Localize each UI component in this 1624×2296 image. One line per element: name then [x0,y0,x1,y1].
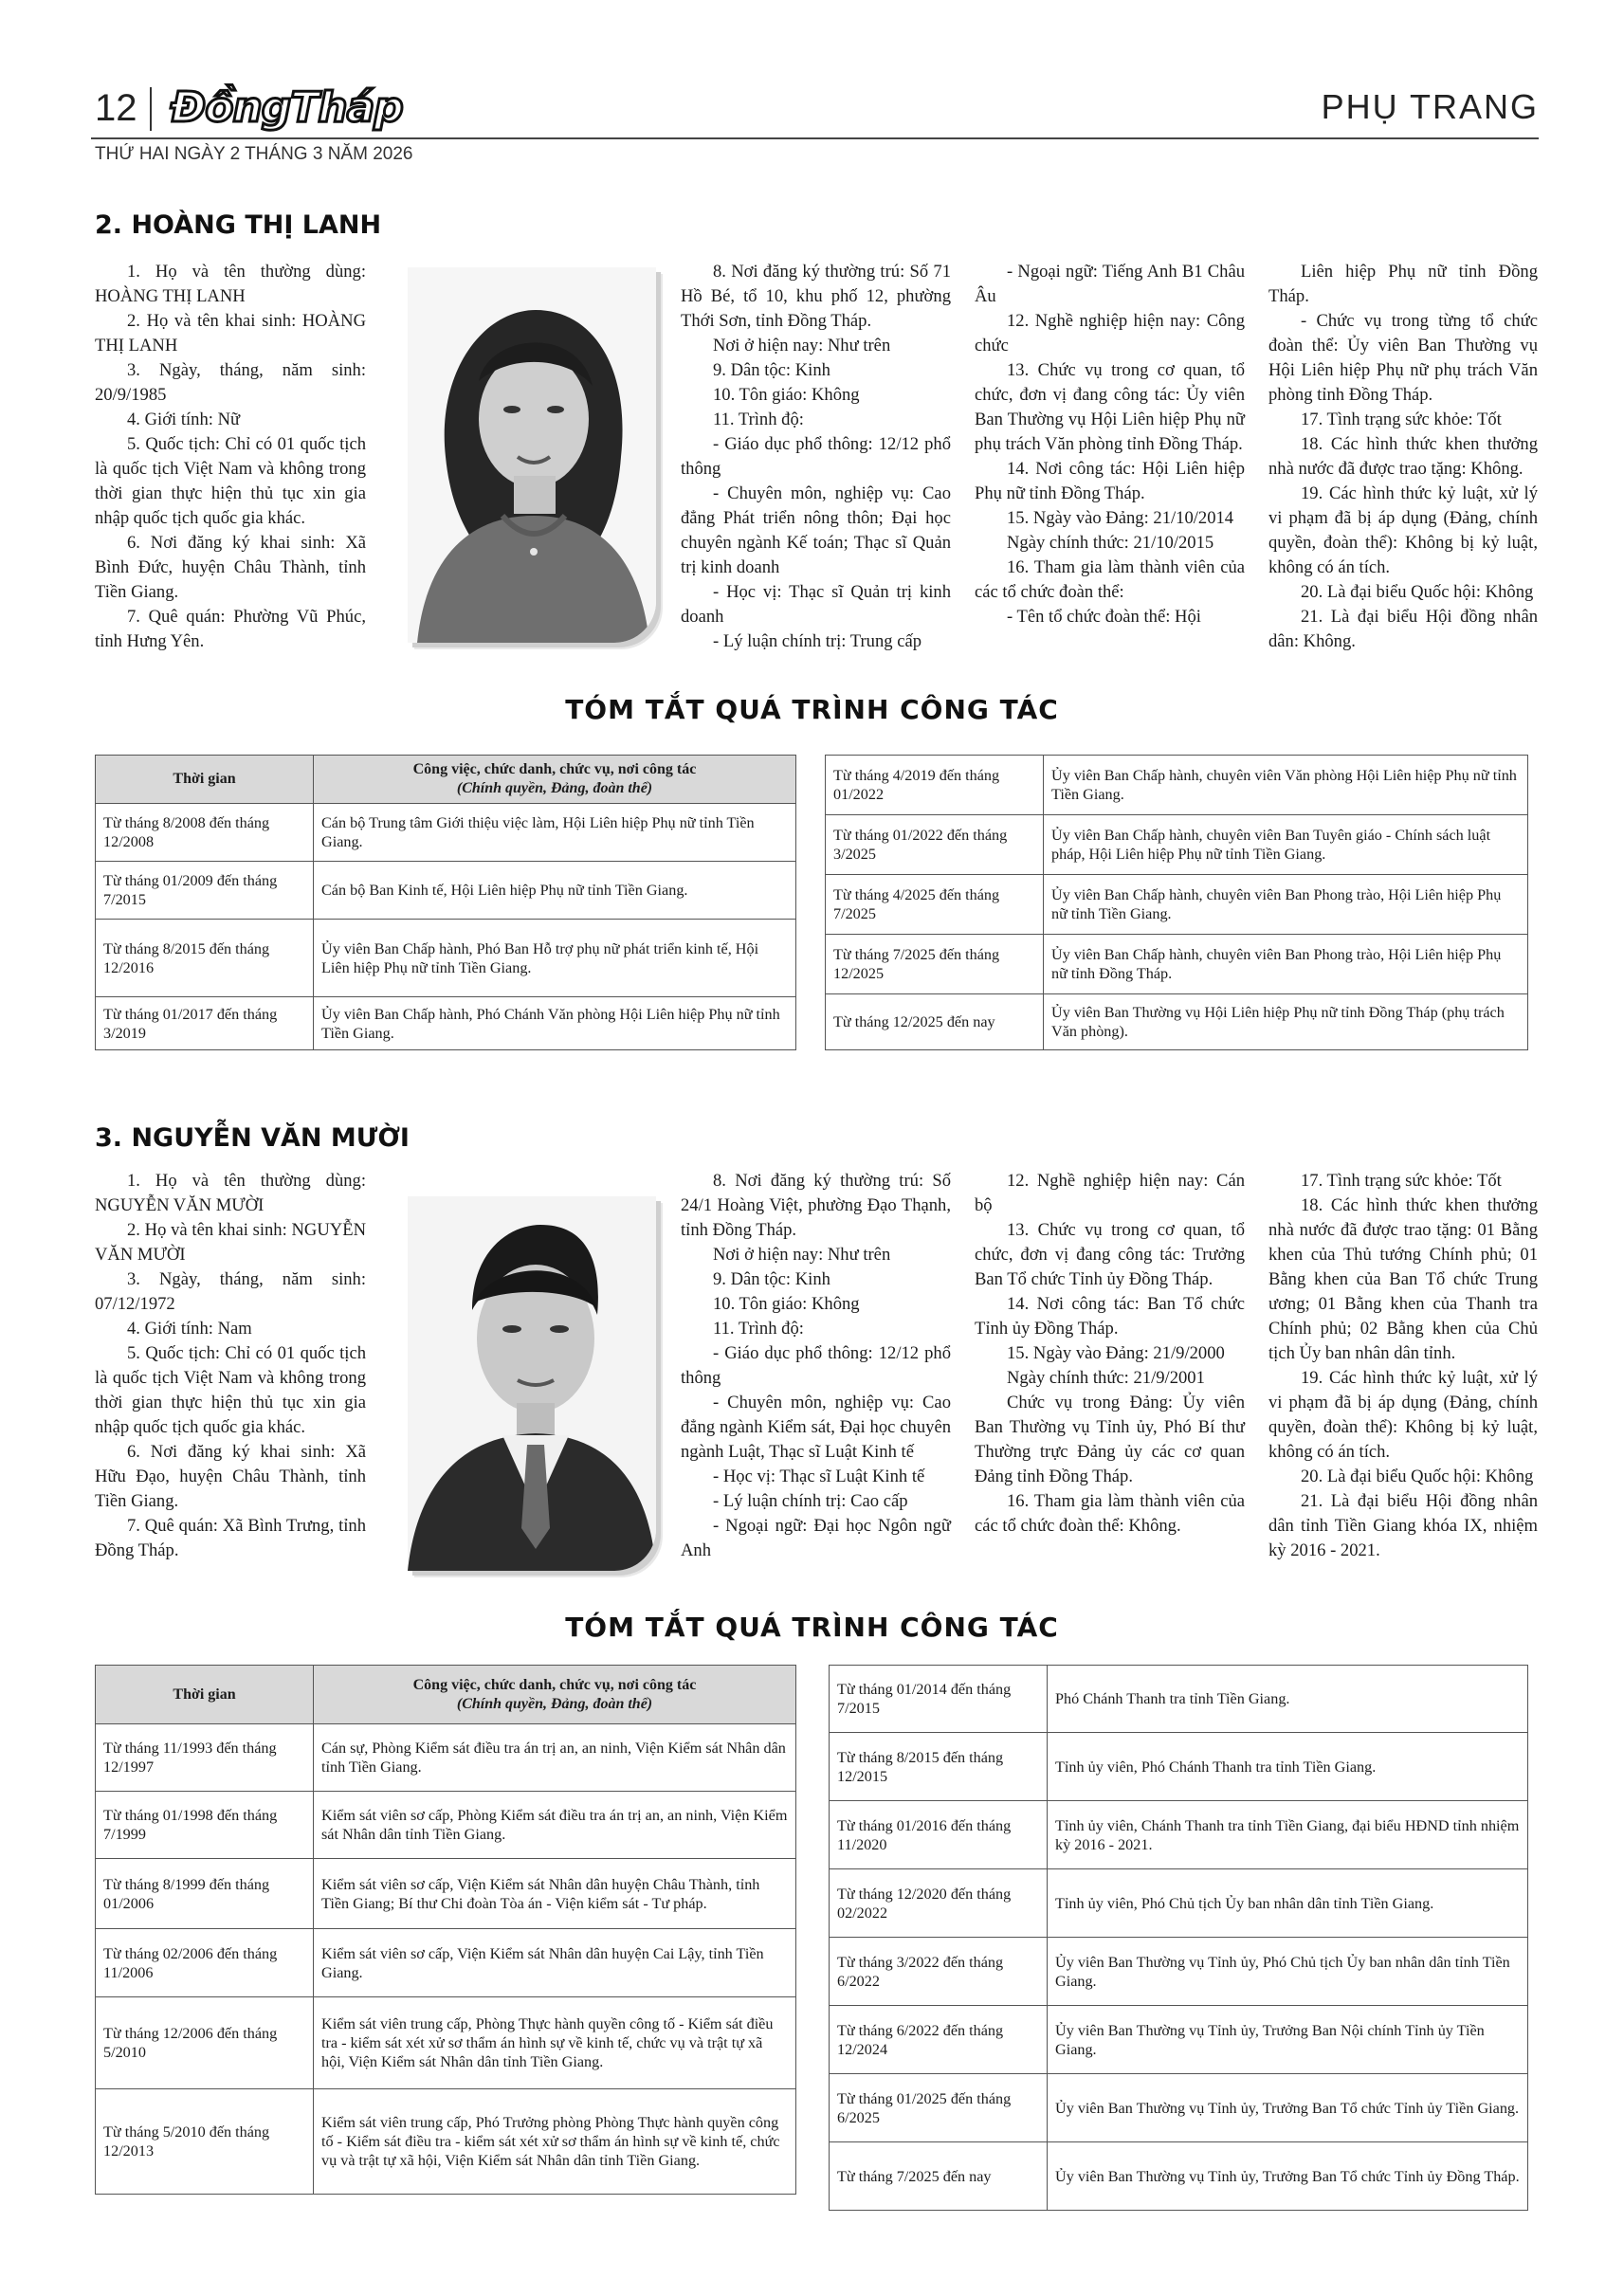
career-row [96,804,796,862]
profile-line: 8. Nơi đăng ký thường trú: Số 71 Hồ Bé, tổ 10, khu phố 12, phường Thới Sơn, tỉnh Đồng Tháp. [681,262,951,331]
career-period: Từ tháng 6/2022 đến tháng 12/2024 [830,2006,1048,2074]
page-number: 12 [95,87,137,129]
career-summary-title: TÓM TẮT QUÁ TRÌNH CÔNG TÁC [565,694,1059,725]
career-period: Từ tháng 01/2017 đến tháng 3/2019 [96,997,314,1050]
profile-line: 11. Trình độ: [713,410,804,429]
profile-line: 4. Giới tính: Nữ [127,410,241,429]
profile-line: 13. Chức vụ trong cơ quan, tổ chức, đơn vị đang công tác: Trưởng Ban Tổ chức Tỉnh ủy Đồng Tháp. [975,1220,1245,1289]
profile-line: 21. Là đại biểu Hội đồng nhân dân: Không. [1268,607,1538,651]
profile-line: 10. Tôn giáo: Không [713,1294,860,1314]
career-table-left [95,755,796,1050]
profile-column-3 [975,260,1245,629]
career-position: Cán bộ Ban Kinh tế, Hội Liên hiệp Phụ nữ tỉnh Tiền Giang. [314,862,796,920]
profile-line: 2. Họ và tên khai sinh: NGUYỄN VĂN MƯỜI [95,1220,366,1265]
section-title: PHỤ TRANG [1321,87,1539,126]
profile-line: 21. Là đại biểu Hội đồng nhân dân tỉnh Tiền Giang khóa IX, nhiệm kỳ 2016 - 2021. [1268,1491,1538,1560]
career-table-left [95,1665,796,2195]
career-position: Tỉnh ủy viên, Chánh Thanh tra tỉnh Tiền Giang, đại biểu HĐND tỉnh nhiệm kỳ 2016 - 2021. [1048,1801,1528,1869]
time-column-header: Thời gian [96,756,314,804]
profile-line: 3. Ngày, tháng, năm sinh: 07/12/1972 [95,1269,366,1314]
portrait-woman-icon [408,267,656,643]
career-period: Từ tháng 12/2025 đến nay [826,994,1044,1050]
career-period: Từ tháng 12/2020 đến tháng 02/2022 [830,1869,1048,1938]
profile-line: 13. Chức vụ trong cơ quan, tổ chức, đơn vị đang công tác: Ủy viên Ban Thường vụ Hội Liên hiệp Phụ nữ phụ trách Văn phòng tỉnh Đồng Tháp. [975,360,1245,454]
career-period: Từ tháng 7/2025 đến tháng 12/2025 [826,935,1044,994]
career-row [96,1997,796,2089]
profile-line: - Lý luận chính trị: Trung cấp [713,631,922,651]
profile-line: - Ngoại ngữ: Đại học Ngôn ngữ Anh [681,1516,951,1560]
profile-column-4 [1268,1169,1538,1563]
profile-line: 11. Trình độ: [713,1319,804,1339]
profile-line: 14. Nơi công tác: Ban Tổ chức Tỉnh ủy Đồng Tháp. [975,1294,1245,1339]
career-position: Ủy viên Ban Chấp hành, chuyên viên Ban Phong trào, Hội Liên hiệp Phụ nữ tỉnh Đồng Tháp. [1044,935,1528,994]
career-row [830,2074,1528,2142]
career-period: Từ tháng 7/2025 đến nay [830,2142,1048,2211]
profile-line: 20. Là đại biểu Quốc hội: Không [1301,1467,1534,1486]
profile-line: Ngày chính thức: 21/10/2015 [1007,533,1214,553]
career-position: Kiểm sát viên sơ cấp, Phòng Kiểm sát điều tra án trị an, an ninh, Viện Kiểm sát Nhân dân tỉnh Tiền Giang. [314,1792,796,1859]
header-divider [150,87,152,131]
portrait-photo [408,267,656,643]
portrait-photo [408,1196,656,1571]
career-row [96,2089,796,2195]
career-period: Từ tháng 01/2009 đến tháng 7/2015 [96,862,314,920]
career-row [826,756,1528,815]
profile-line: 5. Quốc tịch: Chỉ có 01 quốc tịch là quốc tịch Việt Nam và không trong thời gian thực hiện thủ tục xin gia nhập quốc tịch quốc gia khác. [95,434,366,528]
career-position: Phó Chánh Thanh tra tỉnh Tiền Giang. [1048,1666,1528,1733]
career-row [96,1724,796,1792]
profile-line: 2. Họ và tên khai sinh: HOÀNG THỊ LANH [95,311,366,355]
header-rule [91,137,1539,139]
career-row [830,2006,1528,2074]
profile-line: 5. Quốc tịch: Chỉ có 01 quốc tịch là quốc tịch Việt Nam và không trong thời gian thực hiện thủ tục xin gia nhập quốc tịch quốc gia khác. [95,1343,366,1437]
profile-line: - Lý luận chính trị: Cao cấp [713,1491,908,1511]
career-row [826,875,1528,935]
profile-line: - Giáo dục phổ thông: 12/12 phổ thông [681,434,951,479]
work-column-header [314,1666,796,1724]
career-period: Từ tháng 12/2006 đến tháng 5/2010 [96,1997,314,2089]
profile-line: 8. Nơi đăng ký thường trú: Số 24/1 Hoàng Việt, phường Đạo Thạnh, tỉnh Đồng Tháp. [681,1171,951,1240]
profile-line: 6. Nơi đăng ký khai sinh: Xã Bình Đức, huyện Châu Thành, tỉnh Tiền Giang. [95,533,366,602]
career-period: Từ tháng 8/2015 đến tháng 12/2016 [96,920,314,997]
career-position: Kiểm sát viên sơ cấp, Viện Kiểm sát Nhân dân huyện Cai Lậy, tỉnh Tiền Giang. [314,1929,796,1997]
career-position: Kiểm sát viên trung cấp, Phòng Thực hành quyền công tố - Kiểm sát điều tra - kiểm sát xét xử sơ thẩm án hình sự về kinh tế, chức vụ và trật tự xã hội, Viện Kiểm sát Nhân dân tỉnh Tiền Giang. [314,1997,796,2089]
career-position: Ủy viên Ban Thường vụ Hội Liên hiệp Phụ nữ tỉnh Đồng Tháp (phụ trách Văn phòng). [1044,994,1528,1050]
career-position: Ủy viên Ban Thường vụ Tỉnh ủy, Trưởng Ban Nội chính Tỉnh ủy Tiền Giang. [1048,2006,1528,2074]
profile-line: 19. Các hình thức kỷ luật, xử lý vi phạm đã bị áp dụng (Đảng, chính quyền, đoàn thể): Không bị kỷ luật, không có án tích. [1268,1368,1538,1462]
career-row [826,935,1528,994]
career-row [826,994,1528,1050]
career-row [96,1929,796,1997]
work-column-header [314,756,796,804]
profile-line: 20. Là đại biểu Quốc hội: Không [1301,582,1534,602]
profile-line: 17. Tình trạng sức khỏe: Tốt [1301,1171,1502,1191]
issue-date: THỨ HAI NGÀY 2 THÁNG 3 NĂM 2026 [95,144,413,164]
career-period: Từ tháng 3/2022 đến tháng 6/2022 [830,1938,1048,2006]
profile-line: Nơi ở hiện nay: Như trên [713,1245,891,1265]
profile-column-2 [681,1169,951,1563]
career-position: Ủy viên Ban Chấp hành, chuyên viên Ban Tuyên giáo - Chính sách luật pháp, Hội Liên hiệp Phụ nữ tỉnh Tiền Giang. [1044,815,1528,875]
profile-column-2 [681,260,951,654]
profile-line: 15. Ngày vào Đảng: 21/9/2000 [1007,1343,1225,1363]
career-period: Từ tháng 8/2008 đến tháng 12/2008 [96,804,314,862]
career-position: Kiểm sát viên trung cấp, Phó Trưởng phòng Phòng Thực hành quyền công tố - Kiểm sát điều tra - kiểm sát xét xử sơ thẩm án hình sự về kinh tế, chức vụ và trật tự xã hội, Viện Kiểm sát Nhân dân tỉnh Tiền Giang. [314,2089,796,2195]
career-row [96,1792,796,1859]
profile-line: 17. Tình trạng sức khỏe: Tốt [1301,410,1502,429]
career-position: Ủy viên Ban Chấp hành, chuyên viên Ban Phong trào, Hội Liên hiệp Phụ nữ tỉnh Tiền Giang. [1044,875,1528,935]
work-header-sublabel: (Chính quyền, Đảng, đoàn thể) [456,1695,653,1712]
table-header-row [96,1666,796,1724]
profile-line: 12. Nghề nghiệp hiện nay: Cán bộ [975,1171,1245,1215]
profile-line: 18. Các hình thức khen thưởng nhà nước đã được trao tặng: Không. [1268,434,1538,479]
career-table-right [825,755,1528,1050]
career-position: Ủy viên Ban Thường vụ Tỉnh ủy, Trưởng Ban Tổ chức Tỉnh ủy Tiền Giang. [1048,2074,1528,2142]
career-position: Ủy viên Ban Thường vụ Tỉnh ủy, Phó Chủ tịch Ủy ban nhân dân tỉnh Tiền Giang. [1048,1938,1528,2006]
table-header-row [96,756,796,804]
profile-line: 1. Họ và tên thường dùng: HOÀNG THỊ LANH [95,262,366,306]
career-position: Ủy viên Ban Chấp hành, chuyên viên Văn phòng Hội Liên hiệp Phụ nữ tỉnh Tiền Giang. [1044,756,1528,815]
career-period: Từ tháng 02/2006 đến tháng 11/2006 [96,1929,314,1997]
portrait-man-icon [408,1196,656,1571]
profile-line: - Học vị: Thạc sĩ Luật Kinh tế [713,1467,925,1486]
profile-line: Liên hiệp Phụ nữ tỉnh Đồng Tháp. [1268,262,1538,306]
profile-line: 6. Nơi đăng ký khai sinh: Xã Hữu Đạo, huyện Châu Thành, tỉnh Tiền Giang. [95,1442,366,1511]
career-position: Cán bộ Trung tâm Giới thiệu việc làm, Hội Liên hiệp Phụ nữ tỉnh Tiền Giang. [314,804,796,862]
career-period: Từ tháng 5/2010 đến tháng 12/2013 [96,2089,314,2195]
newspaper-logo: ĐồngTháp [171,83,403,132]
career-period: Từ tháng 01/2025 đến tháng 6/2025 [830,2074,1048,2142]
profile-line: - Giáo dục phổ thông: 12/12 phổ thông [681,1343,951,1388]
profile-line: 9. Dân tộc: Kinh [713,1269,830,1289]
profile-line: Chức vụ trong Đảng: Ủy viên Ban Thường vụ Tỉnh ủy, Phó Bí thư Thường trực Đảng ủy các cơ quan Đảng tỉnh Đồng Tháp. [975,1393,1245,1486]
profile-line: 15. Ngày vào Đảng: 21/10/2014 [1007,508,1234,528]
career-period: Từ tháng 01/2022 đến tháng 3/2025 [826,815,1044,875]
profile-line: - Ngoại ngữ: Tiếng Anh B1 Châu Âu [975,262,1245,306]
career-position: Tỉnh ủy viên, Phó Chánh Thanh tra tỉnh Tiền Giang. [1048,1733,1528,1801]
career-period: Từ tháng 11/1993 đến tháng 12/1997 [96,1724,314,1792]
profile-line: Ngày chính thức: 21/9/2001 [1007,1368,1205,1388]
career-table-right [829,1665,1528,2211]
profile-line: - Tên tổ chức đoàn thể: Hội [1007,607,1201,627]
career-period: Từ tháng 4/2025 đến tháng 7/2025 [826,875,1044,935]
profile-line: 18. Các hình thức khen thưởng nhà nước đã được trao tặng: 01 Bằng khen của Thủ tướng Chính phủ; 01 Bằng khen của Ban Tổ chức Trung ương; 01 Bằng khen của Thanh tra Chính phủ; 02 Bằng khen của Chủ tịch Ủy ban nhân dân tỉnh. [1268,1195,1538,1363]
career-row [830,1801,1528,1869]
career-period: Từ tháng 01/2014 đến tháng 7/2015 [830,1666,1048,1733]
profile-line: 1. Họ và tên thường dùng: NGUYỄN VĂN MƯỜI [95,1171,366,1215]
profile-line: 12. Nghề nghiệp hiện nay: Công chức [975,311,1245,355]
career-row [830,1666,1528,1733]
profile-line: 16. Tham gia làm thành viên của các tổ chức đoàn thể: [975,557,1245,602]
work-header-sublabel: (Chính quyền, Đảng, đoàn thể) [456,780,653,796]
career-position: Cán sự, Phòng Kiểm sát điều tra án trị an, an ninh, Viện Kiểm sát Nhân dân tỉnh Tiền Giang. [314,1724,796,1792]
career-row [96,997,796,1050]
work-header-label: Công việc, chức danh, chức vụ, nơi công tác [412,1676,697,1693]
profile-line: - Chuyên môn, nghiệp vụ: Cao đẳng Phát triển nông thôn; Đại học chuyên ngành Kế toán; Thạc sĩ Quản trị kinh doanh [681,483,951,577]
profile-column-3 [975,1169,1245,1539]
career-row [96,862,796,920]
profile-line: 10. Tôn giáo: Không [713,385,860,405]
career-period: Từ tháng 01/1998 đến tháng 7/1999 [96,1792,314,1859]
career-row [96,1859,796,1929]
career-row [830,2142,1528,2211]
career-summary-title: TÓM TẮT QUÁ TRÌNH CÔNG TÁC [565,1612,1059,1643]
career-position: Ủy viên Ban Thường vụ Tỉnh ủy, Trưởng Ban Tổ chức Tỉnh ủy Đồng Tháp. [1048,2142,1528,2211]
profile-line: 19. Các hình thức kỷ luật, xử lý vi phạm đã bị áp dụng (Đảng, chính quyền, đoàn thể): Không bị kỷ luật, không có án tích. [1268,483,1538,577]
career-row [96,920,796,997]
profile-column-1 [95,260,366,654]
career-position: Tỉnh ủy viên, Phó Chủ tịch Ủy ban nhân dân tỉnh Tiền Giang. [1048,1869,1528,1938]
profile-line: Nơi ở hiện nay: Như trên [713,336,891,355]
career-period: Từ tháng 8/1999 đến tháng 01/2006 [96,1859,314,1929]
profile-line: 7. Quê quán: Phường Vũ Phúc, tỉnh Hưng Yên. [95,607,366,651]
career-period: Từ tháng 01/2016 đến tháng 11/2020 [830,1801,1048,1869]
profile-line: 16. Tham gia làm thành viên của các tổ chức đoàn thể: Không. [975,1491,1245,1536]
career-period: Từ tháng 4/2019 đến tháng 01/2022 [826,756,1044,815]
career-position: Ủy viên Ban Chấp hành, Phó Ban Hỗ trợ phụ nữ phát triển kinh tế, Hội Liên hiệp Phụ nữ tỉnh Tiền Giang. [314,920,796,997]
profile-column-1 [95,1169,366,1563]
career-row [826,815,1528,875]
profile-line: - Chức vụ trong từng tổ chức đoàn thể: Ủy viên Ban Thường vụ Hội Liên hiệp Phụ nữ phụ trách Văn phòng tỉnh Đồng Tháp. [1268,311,1538,405]
profile-line: 14. Nơi công tác: Hội Liên hiệp Phụ nữ tỉnh Đồng Tháp. [975,459,1245,503]
profile-line: 7. Quê quán: Xã Bình Trưng, tỉnh Đồng Tháp. [95,1516,366,1560]
profile-line: 3. Ngày, tháng, năm sinh: 20/9/1985 [95,360,366,405]
career-row [830,1733,1528,1801]
time-column-header: Thời gian [96,1666,314,1724]
profile-column-4 [1268,260,1538,654]
profile-line: 4. Giới tính: Nam [127,1319,252,1339]
career-position: Ủy viên Ban Chấp hành, Phó Chánh Văn phòng Hội Liên hiệp Phụ nữ tỉnh Tiền Giang. [314,997,796,1050]
career-row [830,1869,1528,1938]
candidate-name: 2. HOÀNG THỊ LANH [95,210,382,240]
career-position: Kiểm sát viên sơ cấp, Viện Kiểm sát Nhân dân huyện Châu Thành, tỉnh Tiền Giang; Bí thư Chi đoàn Tòa án - Viện kiểm sát - Tư pháp. [314,1859,796,1929]
career-row [830,1938,1528,2006]
profile-line: 9. Dân tộc: Kinh [713,360,830,380]
profile-line: - Học vị: Thạc sĩ Quản trị kinh doanh [681,582,951,627]
career-period: Từ tháng 8/2015 đến tháng 12/2015 [830,1733,1048,1801]
work-header-label: Công việc, chức danh, chức vụ, nơi công tác [412,761,697,777]
candidate-name: 3. NGUYỄN VĂN MƯỜI [95,1123,410,1153]
profile-line: - Chuyên môn, nghiệp vụ: Cao đẳng ngành Kiểm sát, Đại học chuyên ngành Luật, Thạc sĩ Luật Kinh tế [681,1393,951,1462]
